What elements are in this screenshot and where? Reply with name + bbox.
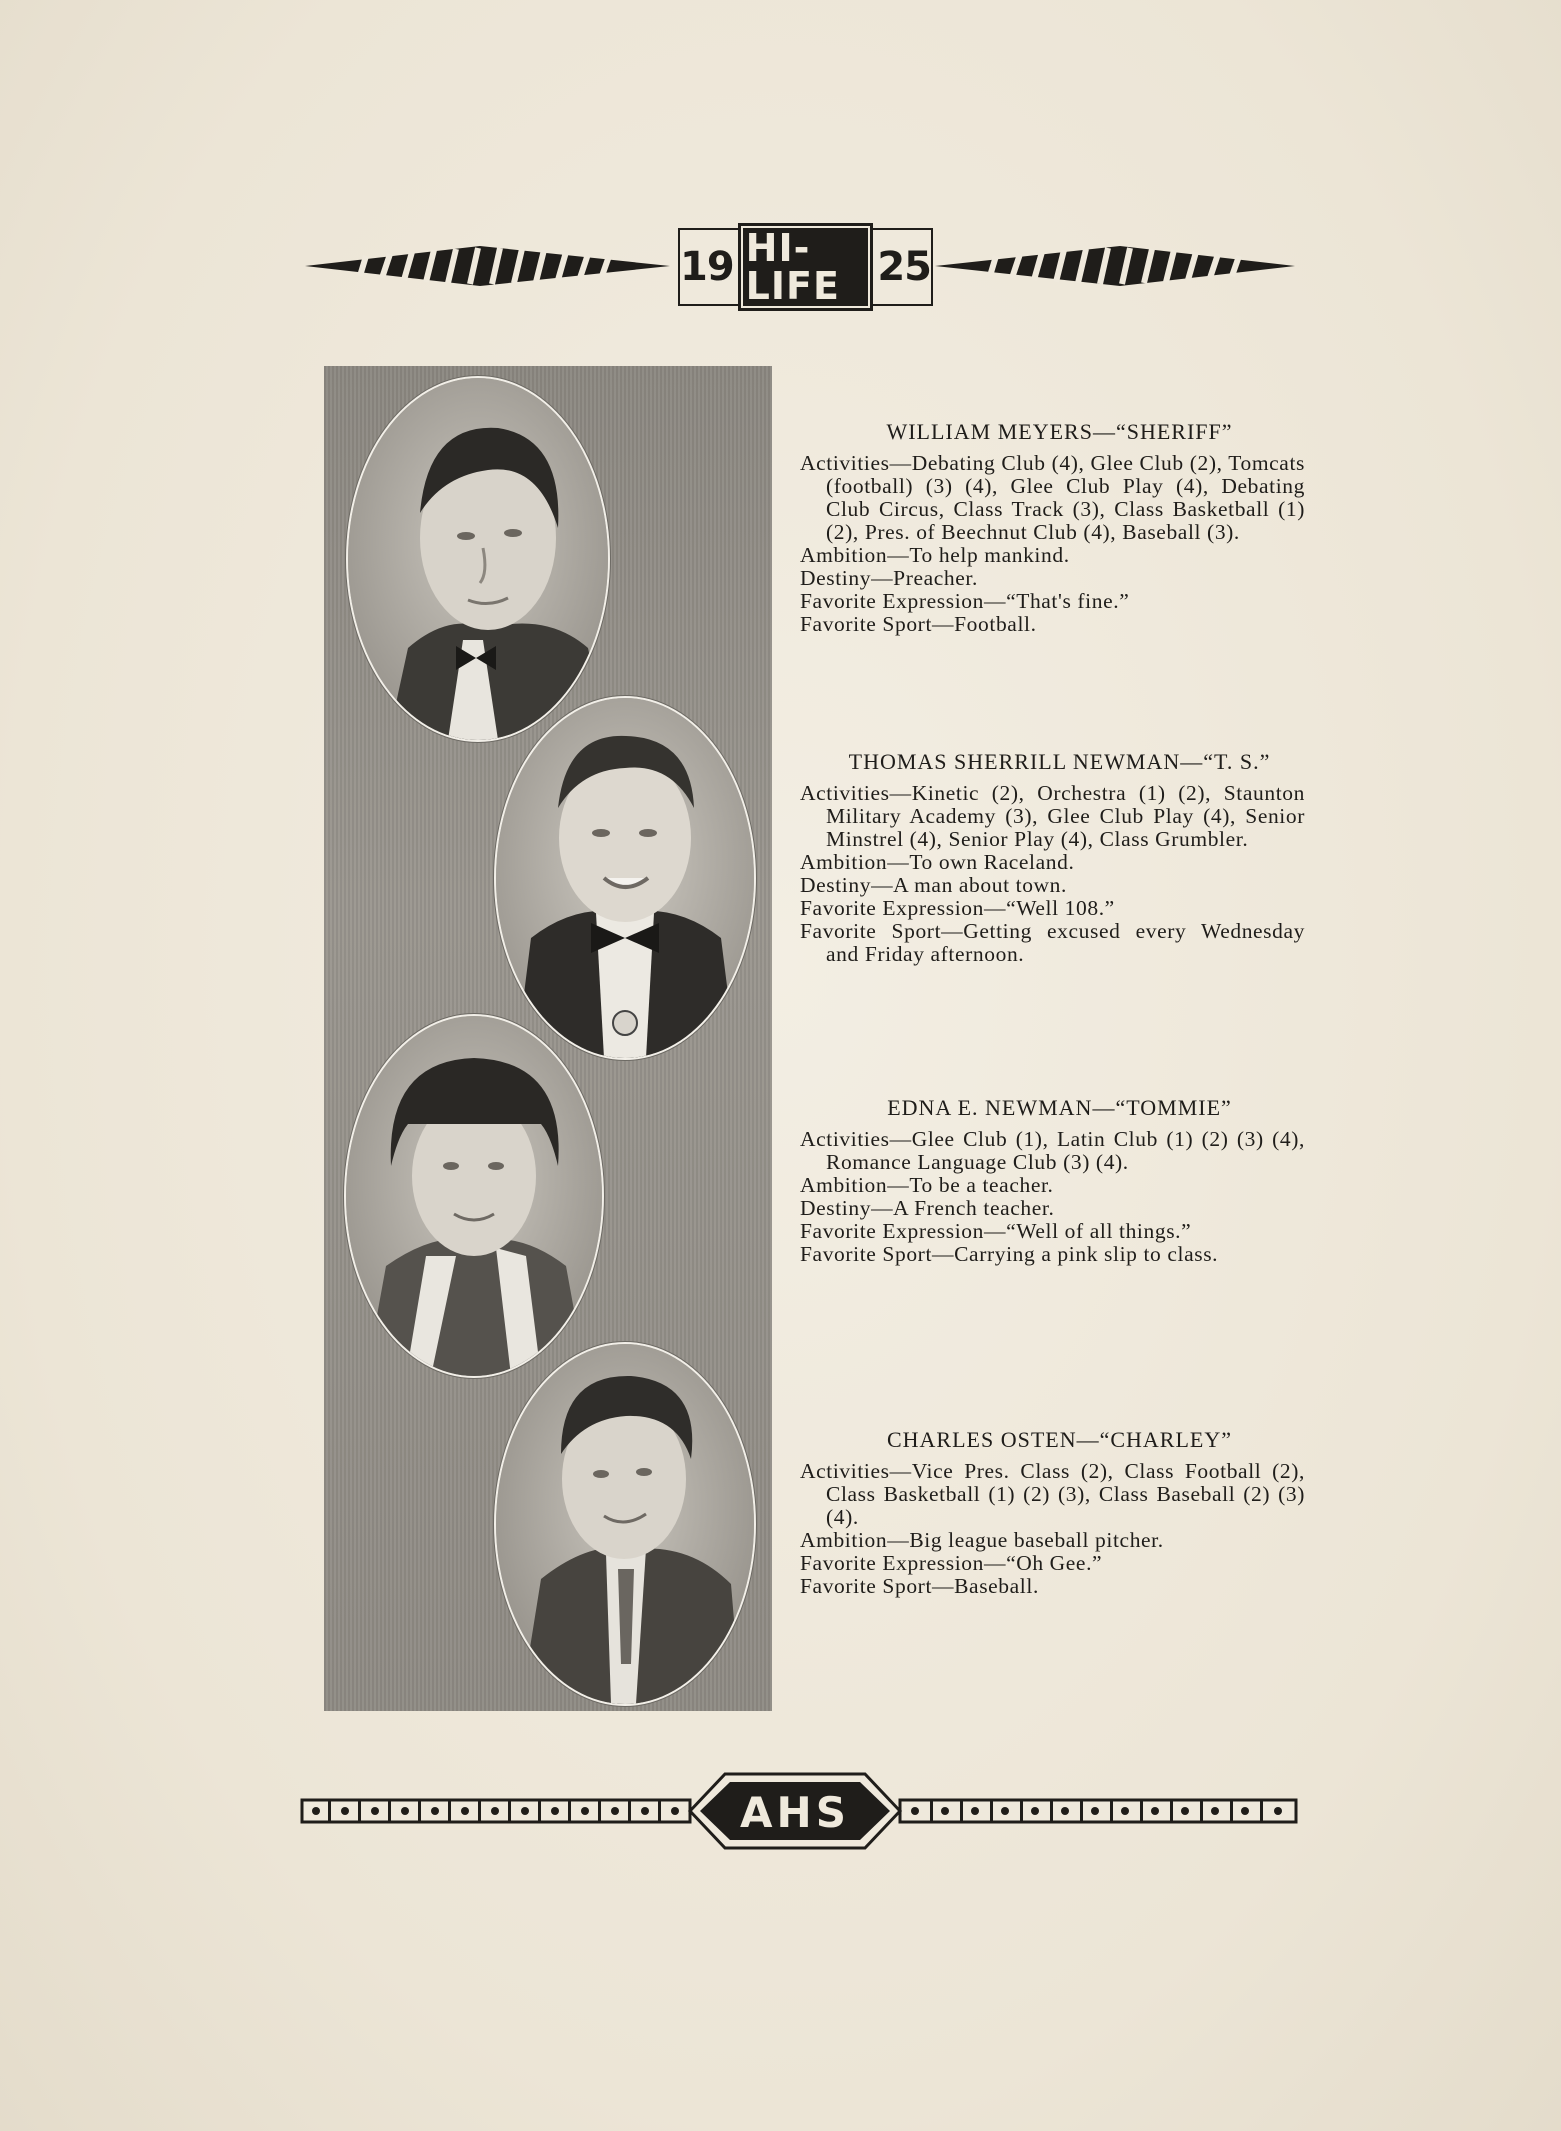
favorite-sport: Favorite Sport—Carrying a pink slip to class. <box>800 1242 1219 1266</box>
student-name: EDNA E. NEWMAN—“TOMMIE” <box>887 1095 1232 1120</box>
portrait-photo <box>496 1344 754 1704</box>
year-right: 25 <box>877 244 931 290</box>
portrait-edna-newman <box>344 1014 604 1378</box>
header-ornament <box>300 228 1300 310</box>
portrait-thomas-newman <box>494 696 756 1060</box>
portrait-column <box>324 366 772 1711</box>
favorite-sport: Favorite Sport—Football. <box>800 612 1037 636</box>
student-name: THOMAS SHERRILL NEWMAN—“T. S.” <box>848 749 1271 774</box>
favorite-sport: Favorite Sport—Baseball. <box>800 1574 1039 1598</box>
destiny: Destiny—A man about town. <box>800 873 1068 897</box>
footer-dotted-bar <box>300 1772 1300 1852</box>
portrait-photo <box>348 378 608 740</box>
favorite-expression: Favorite Expression—“That's fine.” <box>800 589 1130 613</box>
yearbook-title: HI-LIFE <box>738 223 874 311</box>
activities: Activities—Vice Pres. Class (2), Class Football (2), Class Basketball (1) (2) (3), Class Baseball (2) (3) (4). <box>800 1459 1305 1529</box>
bio-charles-osten <box>800 1428 1305 1598</box>
activities: Activities—Kinetic (2), Orchestra (1) (2), Staunton Military Academy (3), Glee Club Play (4), Senior Minstrel (4), Senior Play (4), Class Grumbler. <box>800 781 1305 851</box>
favorite-expression: Favorite Expression—“Well of all things.” <box>800 1219 1192 1243</box>
portrait-photo <box>496 698 754 1058</box>
ambition: Ambition—Big league baseball pitcher. <box>800 1528 1164 1552</box>
ambition: Ambition—To help mankind. <box>800 543 1070 567</box>
activities: Activities—Debating Club (4), Glee Club (2), Tomcats (football) (3) (4), Glee Club Play (4), Debating Club Circus, Class Track (3), Class Basketball (1) (2), Pres. of Beechnut Club (4), Baseball (3). <box>800 451 1305 544</box>
bio-thomas-newman <box>800 750 1305 966</box>
hilife-title-box <box>678 228 933 306</box>
portrait-photo <box>346 1016 602 1376</box>
favorite-expression: Favorite Expression—“Well 108.” <box>800 896 1115 920</box>
ambition: Ambition—To be a teacher. <box>800 1173 1054 1197</box>
student-name: WILLIAM MEYERS—“SHERIFF” <box>886 419 1233 444</box>
ahs-emblem-text: AHS <box>740 1788 850 1837</box>
destiny: Destiny—A French teacher. <box>800 1196 1055 1220</box>
activities: Activities—Glee Club (1), Latin Club (1) (2) (3) (4), Romance Language Club (3) (4). <box>800 1127 1305 1174</box>
student-name: CHARLES OSTEN—“CHARLEY” <box>886 1427 1233 1452</box>
portrait-charles-osten <box>494 1342 756 1706</box>
footer-ornament <box>300 1772 1300 1852</box>
destiny: Destiny—Preacher. <box>800 566 978 590</box>
bio-edna-newman <box>800 1096 1305 1266</box>
year-left: 19 <box>680 244 734 290</box>
bio-william-meyers <box>800 420 1305 636</box>
ambition: Ambition—To own Raceland. <box>800 850 1075 874</box>
favorite-sport: Favorite Sport—Getting excused every Wednesday and Friday afternoon. <box>800 919 1305 966</box>
portrait-william-meyers <box>346 376 610 742</box>
favorite-expression: Favorite Expression—“Oh Gee.” <box>800 1551 1103 1575</box>
